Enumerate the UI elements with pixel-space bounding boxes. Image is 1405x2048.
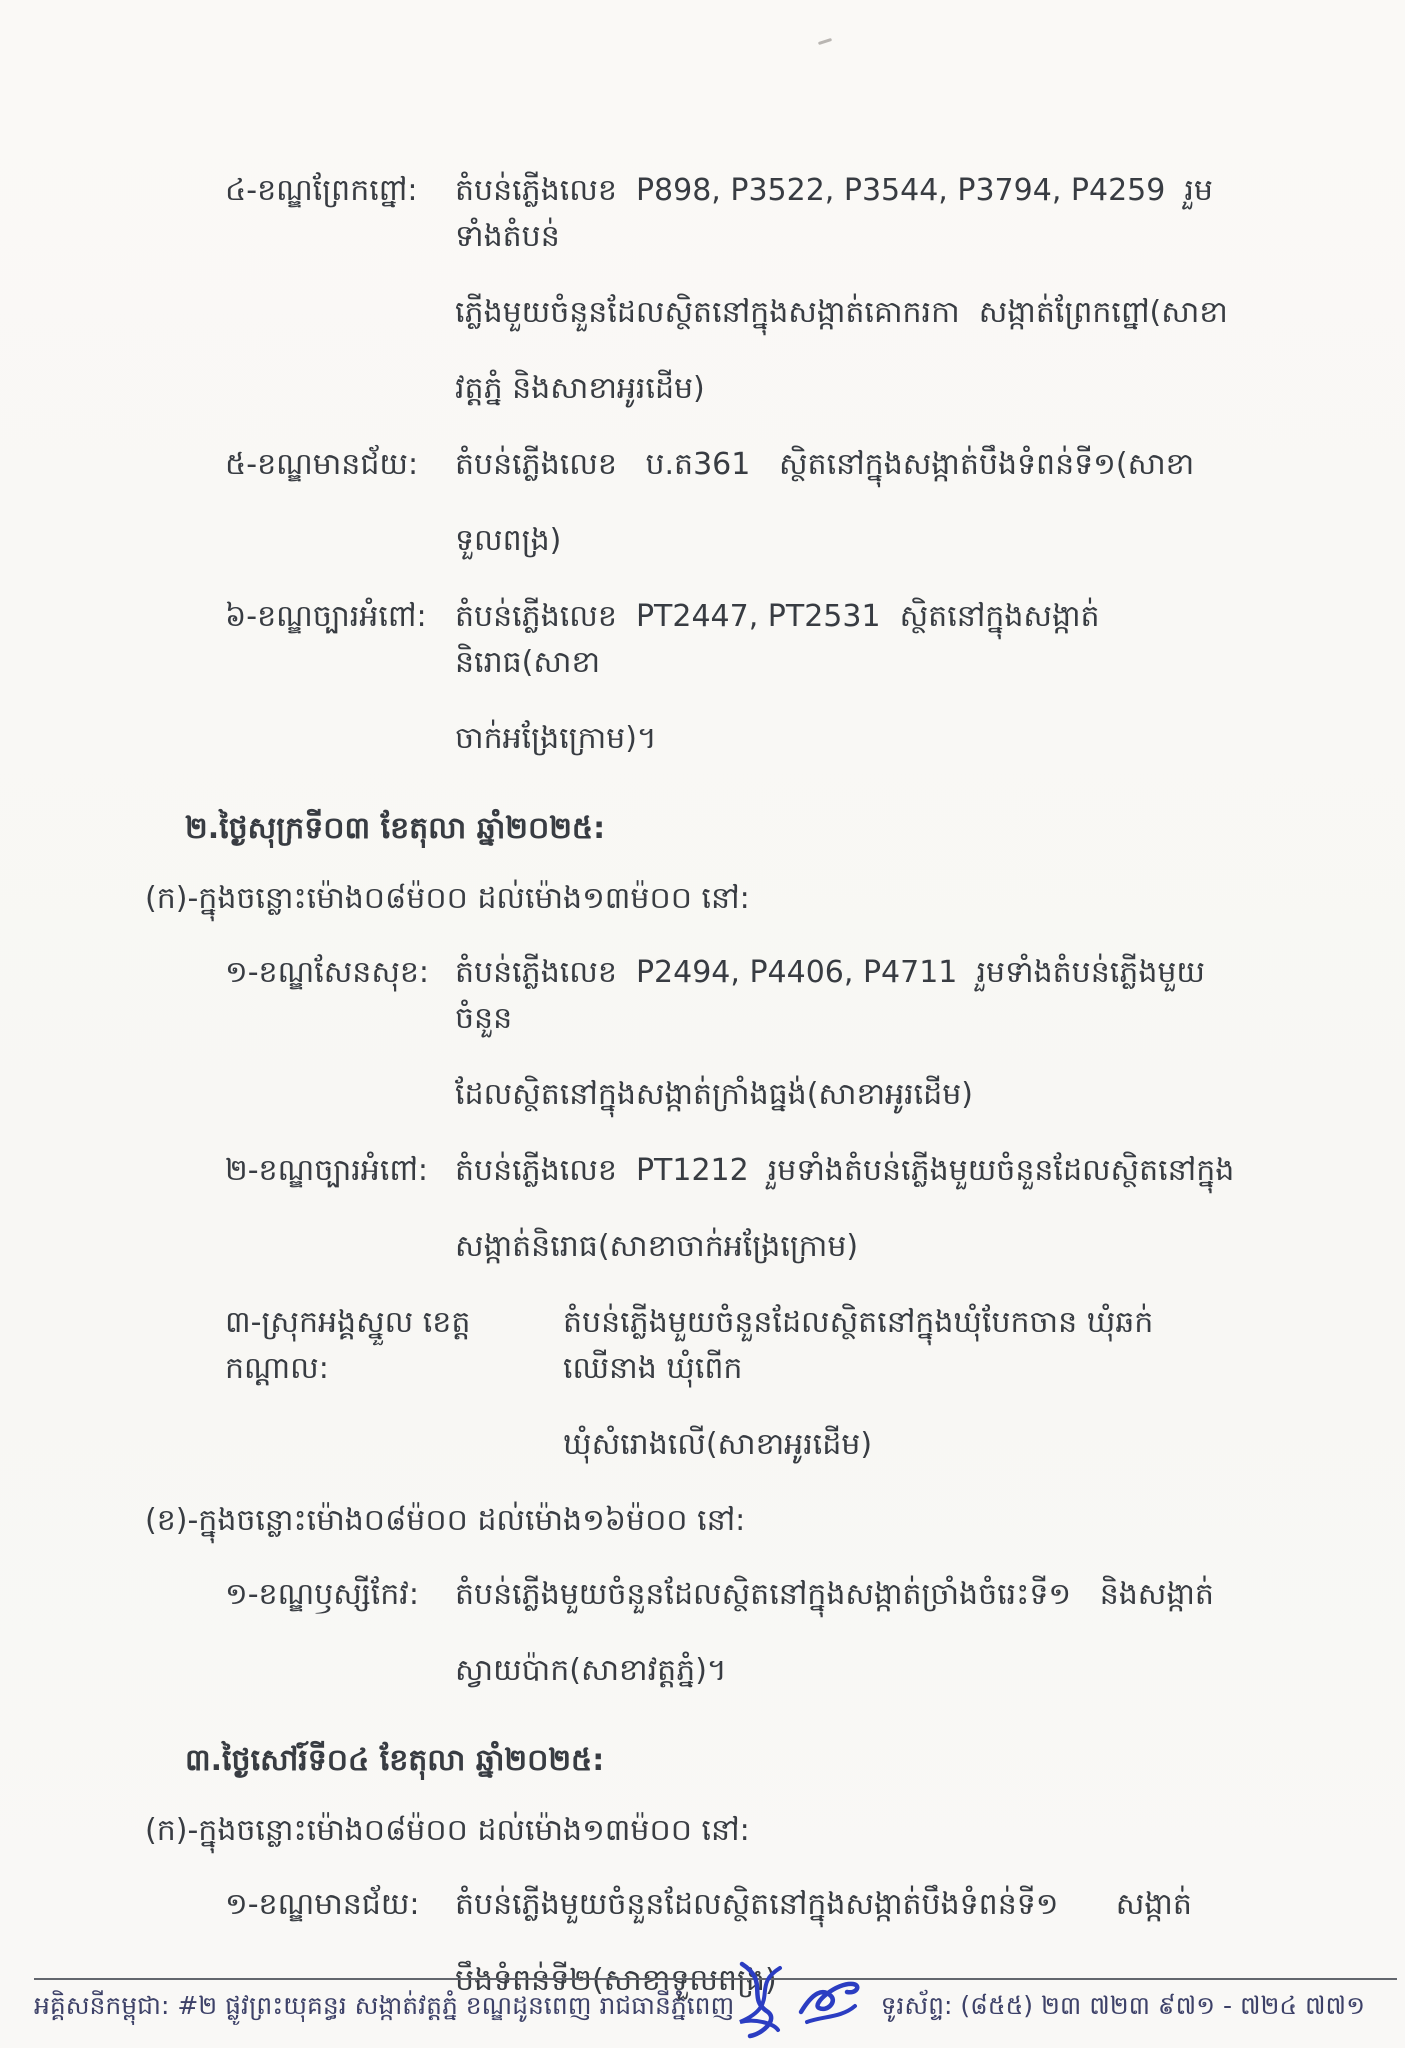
entry-line: តំបន់ភ្លើងលេខ PT2447, PT2531 ស្ថិតនៅក្នុងសង្កាត់និរោធ(សាខា	[455, 599, 1100, 680]
outage-entry-prek-pnov	[225, 168, 1235, 442]
company-address: អគ្គិសនីកម្ពុជា: #២ ផ្លូវព្រះយុគន្ធរ សង្កាត់វត្តភ្នំ ខណ្ឌដូនពេញ រាជធានីភ្នំពេញ	[34, 1991, 735, 2020]
entry-details	[455, 1148, 1235, 1300]
entry-details	[455, 594, 1235, 792]
entry-line: ចាក់អង្រែក្រោម)។	[455, 721, 657, 756]
entry-line: ទួលពង្រ)	[455, 523, 562, 558]
entry-line: វត្តភ្នំ និងសាខាអូរដើម)	[455, 371, 705, 406]
date-section-heading: ៣.ថ្ងៃសៅរ៍ទី០៤ ខែតុលា ឆ្នាំ២០២៥:	[185, 1743, 605, 1778]
entry-line: តំបន់ភ្លើងមួយចំនួនដែលស្ថិតនៅក្នុងសង្កាត់ច្រាំងចំរេះទី១ និងសង្កាត់	[455, 1577, 1214, 1612]
entry-details	[455, 950, 1235, 1148]
entry-line: ភ្លើងមួយចំនួនដែលស្ថិតនៅក្នុងសង្កាត់គោករកា សង្កាត់ព្រែកព្នៅ(សាខា	[455, 295, 1228, 330]
entry-line: ឃុំសំរោងលើ(សាខាអូរដើម)	[563, 1427, 873, 1462]
entry-line: បឹងទំពន់ទី២(សាខាទួលពង្រ)	[455, 1963, 777, 1998]
entry-line: តំបន់ភ្លើងលេខ ប.ត361 ស្ថិតនៅក្នុងសង្កាត់បឹងទំពន់ទី១(សាខា	[455, 447, 1195, 482]
entry-details	[455, 442, 1235, 594]
outage-entry-saensokh	[225, 950, 1235, 1148]
entry-line: តំបន់ភ្លើងមួយចំនួនដែលស្ថិតនៅក្នុងសង្កាត់បឹងទំពន់ទី១ សង្កាត់	[455, 1887, 1192, 1922]
district-label: ១-ខណ្ឌឫស្សីកែវ:	[225, 1577, 419, 1612]
ink-scribble-icon	[797, 1972, 875, 2030]
entry-line: តំបន់ភ្លើងលេខ P2494, P4406, P4711 រួមទាំងតំបន់ភ្លើងមួយចំនួន	[455, 955, 1205, 1036]
district-label: ៥-ខណ្ឌមានជ័យ:	[225, 447, 419, 482]
district-label: ៦-ខណ្ឌច្បារអំពៅ:	[225, 599, 427, 634]
outage-entry-chbar-ampov-2	[225, 1148, 1235, 1300]
district-label: ១-ខណ្ឌសែនសុខ:	[225, 955, 430, 990]
district-label: ៣-ស្រុកអង្គស្នួល ខេត្តកណ្ដាល:	[225, 1305, 471, 1386]
entry-line: តំបន់ភ្លើងមួយចំនួនដែលស្ថិតនៅក្នុងឃុំបែកចាន ឃុំឆក់ឈើនាង ឃុំពើក	[563, 1305, 1154, 1386]
entry-line: ស្វាយប៉ាក(សាខាវត្តភ្នំ)។	[455, 1653, 727, 1688]
date-section-heading: ២.ថ្ងៃសុក្រទី០៣ ខែតុលា ឆ្នាំ២០២៥:	[185, 811, 606, 846]
page-footer	[0, 1978, 1405, 2040]
district-label: ២-ខណ្ឌច្បារអំពៅ:	[225, 1153, 429, 1188]
outage-entry-mean-chey	[225, 442, 1235, 594]
outage-entry-russey-keo	[225, 1572, 1235, 1724]
entry-line: សង្កាត់និរោធ(សាខាចាក់អង្រែក្រោម)	[455, 1229, 859, 1264]
entry-line: តំបន់ភ្លើងលេខ PT1212 រួមទាំងតំបន់ភ្លើងមួយចំនួនដែលស្ថិតនៅក្នុង	[455, 1153, 1235, 1188]
outage-entry-angk-snuol	[225, 1300, 1235, 1498]
entry-line: ដែលស្ថិតនៅក្នុងសង្កាត់ក្រាំងធ្នង់(សាខាអូរដើម)	[455, 1077, 973, 1112]
time-window-heading: (ក)-ក្នុងចន្លោះម៉ោង០៨ម៉០០ ដល់ម៉ោង១៣ម៉០០ នៅ:	[145, 1813, 750, 1848]
entry-details	[455, 1572, 1235, 1724]
time-window-heading: (ក)-ក្នុងចន្លោះម៉ោង០៨ម៉០០ ដល់ម៉ោង១៣ម៉០០ នៅ:	[145, 881, 750, 916]
entry-details	[455, 168, 1235, 442]
ink-scribble-icon	[728, 1960, 790, 2040]
phone-number: ទូរស័ព្ទ: (៨៥៥) ២៣ ៧២៣ ៩៧១ - ៧២៤ ៧៧១	[880, 1991, 1365, 2020]
time-window-heading: (ខ)-ក្នុងចន្លោះម៉ោង០៨ម៉០០ ដល់ម៉ោង១៦ម៉០០ នៅ:	[145, 1503, 746, 1538]
outage-entry-chbar-ampov	[225, 594, 1235, 792]
district-label: ១-ខណ្ឌមានជ័យ:	[225, 1887, 420, 1922]
entry-line: តំបន់ភ្លើងលេខ P898, P3522, P3544, P3794, P4259 រួមទាំងតំបន់	[455, 173, 1213, 254]
entry-details	[563, 1300, 1235, 1498]
district-label: ៤-ខណ្ឌព្រែកព្នៅ:	[225, 173, 418, 208]
